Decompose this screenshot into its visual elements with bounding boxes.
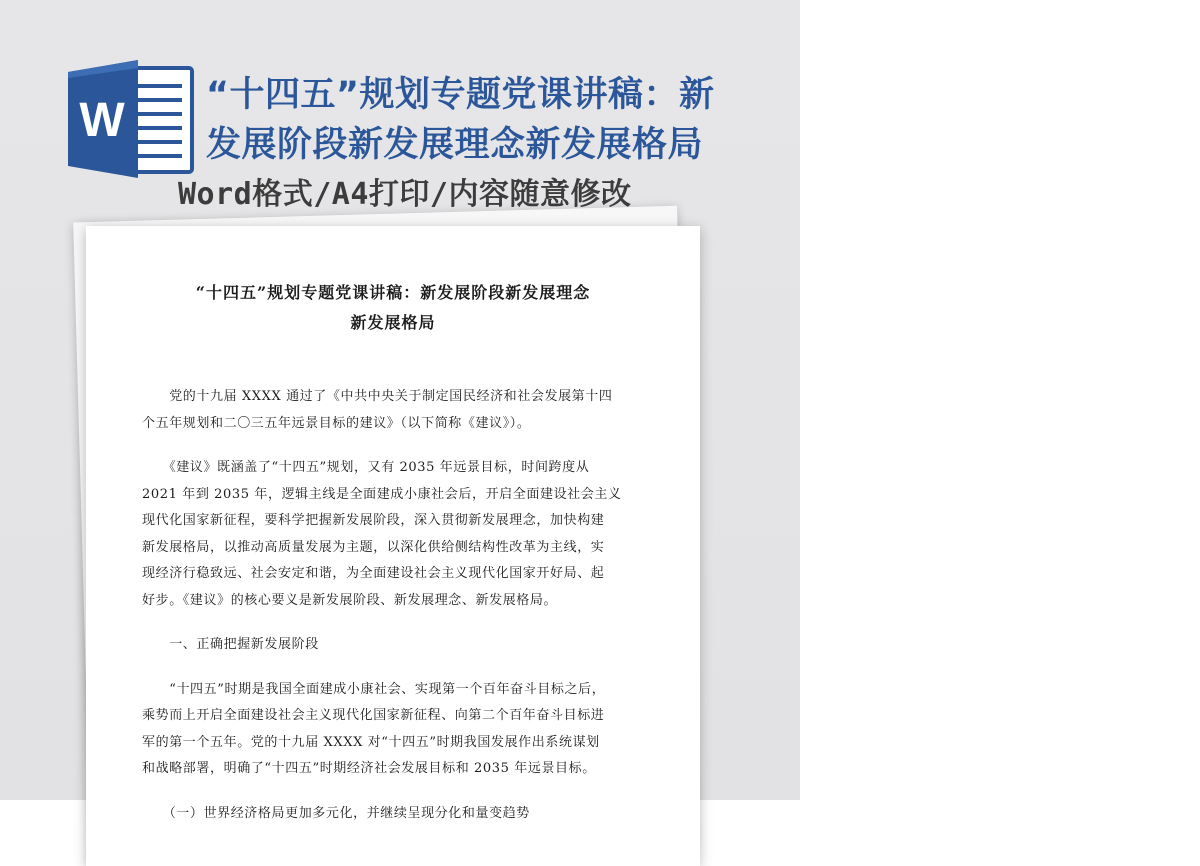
document-title-line: 新发展格局 xyxy=(350,313,436,332)
paragraph-line: “十四五”时期是我国全面建成小康社会、实现第一个百年奋斗目标之后， xyxy=(142,681,606,697)
paragraph-line: 现经济行稳致远、社会安定和谐，为全面建设社会主义现代化国家开好局、起 xyxy=(142,566,605,581)
paragraph-line: 《建议》既涵盖了“十四五”规划，又有 2035 年远景目标，时间跨度从 xyxy=(142,460,590,475)
paragraph-line: 新发展格局，以推动高质量发展为主题，以深化供给侧结构性改革为主线，实 xyxy=(142,539,605,555)
paragraph-line: 2021 年到 2035 年，逻辑主线是全面建成小康社会后，开启全面建设社会主义 xyxy=(142,486,622,502)
paragraph-line: 乘势而上开启全面建设社会主义现代化国家新征程、向第二个百年奋斗目标进 xyxy=(142,708,605,723)
subsection-heading: （一）世界经济格局更加多元化，并继续呈现分化和量变趋势 xyxy=(142,805,530,821)
document-paragraph xyxy=(142,677,644,783)
document-paragraph xyxy=(142,384,644,437)
paragraph-line: 现代化国家新征程，要科学把握新发展阶段，深入贯彻新发展理念，加快构建 xyxy=(142,513,605,528)
banner-title-line: 发展阶段新发展理念新发展格局 xyxy=(206,125,704,165)
microsoft-word-icon xyxy=(66,58,196,180)
paragraph-line: 好步。《建议》的核心要义是新发展阶段、新发展理念、新发展格局。 xyxy=(142,592,558,608)
document-paragraph xyxy=(142,455,644,614)
paragraph-line: 个五年规划和二〇三五年远景目标的建议》（以下简称《建议》）。 xyxy=(142,415,531,431)
banner-title xyxy=(206,70,786,170)
paragraph-line: 党的十九届 XXXX 通过了《中共中央关于制定国民经济和社会发展第十四 xyxy=(142,389,613,404)
banner-subtitle: Word格式/A4打印/内容随意修改 xyxy=(178,177,632,212)
banner-title-line: “十四五”规划专题党课讲稿：新 xyxy=(206,75,715,115)
paragraph-line: 军的第一个五年。党的十九届 XXXX 对“十四五”时期我国发展作出系统谋划 xyxy=(142,734,600,750)
document-title xyxy=(142,278,644,338)
section-heading: 一、正确把握新发展阶段 xyxy=(142,637,319,652)
logo-letter: W xyxy=(79,94,125,147)
document-title-line: “十四五”规划专题党课讲稿：新发展阶段新发展理念 xyxy=(195,283,591,302)
document-page-preview xyxy=(86,226,700,866)
paragraph-line: 和战略部署，明确了“十四五”时期经济社会发展目标和 2035 年远景目标。 xyxy=(142,761,596,776)
